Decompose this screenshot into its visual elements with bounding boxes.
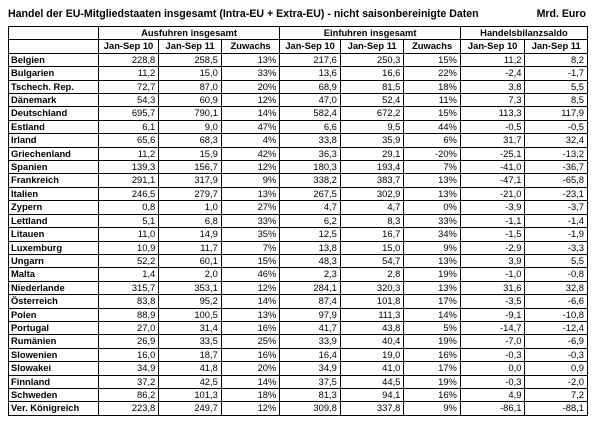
imports-2011-cell: 16,7 <box>340 228 404 241</box>
balance-2011-cell: 32,4 <box>525 134 588 147</box>
exports-growth-cell: 12% <box>221 161 280 174</box>
exports-growth-cell: 16% <box>221 321 280 334</box>
exports-2011-cell: 15,0 <box>159 67 222 80</box>
imports-2011-cell: 16,6 <box>340 67 404 80</box>
balance-2010-cell: 31,6 <box>460 281 525 294</box>
balance-2011-cell: 32,8 <box>525 281 588 294</box>
exports-growth-cell: 20% <box>221 80 280 93</box>
exports-growth-cell: 27% <box>221 201 280 214</box>
imports-2011-cell: 101,8 <box>340 295 404 308</box>
exports-2011-cell: 95,2 <box>159 295 222 308</box>
exports-2011-cell: 15,9 <box>159 147 222 160</box>
exports-2010-cell: 54,3 <box>98 94 159 107</box>
imports-2011-cell: 320,3 <box>340 281 404 294</box>
country-cell: Italien <box>9 187 99 200</box>
balance-2010-cell: 4,9 <box>460 388 525 401</box>
col-header: Zuwachs <box>404 40 460 53</box>
imports-2011-cell: 4,7 <box>340 201 404 214</box>
exports-2010-cell: 0,8 <box>98 201 159 214</box>
exports-2010-cell: 83,8 <box>98 295 159 308</box>
exports-2010-cell: 11,0 <box>98 228 159 241</box>
column-header-row <box>9 40 588 53</box>
exports-2011-cell: 60,1 <box>159 254 222 267</box>
imports-growth-cell: 19% <box>404 268 460 281</box>
exports-2011-cell: 317,9 <box>159 174 222 187</box>
table-body <box>9 53 588 415</box>
balance-2011-cell: -1,7 <box>525 67 588 80</box>
exports-2010-cell: 34,9 <box>98 362 159 375</box>
exports-2011-cell: 31,4 <box>159 321 222 334</box>
exports-2011-cell: 258,5 <box>159 53 222 66</box>
balance-2011-cell: -0,8 <box>525 268 588 281</box>
col-header: Zuwachs <box>221 40 280 53</box>
country-cell: Litauen <box>9 228 99 241</box>
balance-2011-cell: -0,5 <box>525 120 588 133</box>
exports-growth-cell: 18% <box>221 388 280 401</box>
table-row <box>9 80 588 93</box>
table-row <box>9 201 588 214</box>
balance-2011-cell: -23,1 <box>525 187 588 200</box>
imports-growth-cell: 11% <box>404 94 460 107</box>
imports-2010-cell: 41,7 <box>280 321 341 334</box>
table-row <box>9 147 588 160</box>
exports-2010-cell: 26,9 <box>98 335 159 348</box>
exports-2010-cell: 246,5 <box>98 187 159 200</box>
exports-2011-cell: 11,7 <box>159 241 222 254</box>
country-cell: Zypern <box>9 201 99 214</box>
balance-2011-cell: -0,3 <box>525 348 588 361</box>
exports-growth-cell: 12% <box>221 281 280 294</box>
country-cell: Malta <box>9 268 99 281</box>
balance-2010-cell: -7,0 <box>460 335 525 348</box>
balance-2011-cell: -3,7 <box>525 201 588 214</box>
imports-growth-cell: 13% <box>404 281 460 294</box>
exports-2010-cell: 72,7 <box>98 80 159 93</box>
exports-2010-cell: 695,7 <box>98 107 159 120</box>
imports-2011-cell: 35,9 <box>340 134 404 147</box>
country-cell: Slowenien <box>9 348 99 361</box>
exports-2011-cell: 279,7 <box>159 187 222 200</box>
table-row <box>9 402 588 415</box>
exports-growth-cell: 14% <box>221 375 280 388</box>
exports-2011-cell: 33,5 <box>159 335 222 348</box>
exports-2010-cell: 10,9 <box>98 241 159 254</box>
table-row <box>9 134 588 147</box>
balance-2011-cell: -6,6 <box>525 295 588 308</box>
exports-growth-cell: 12% <box>221 402 280 415</box>
country-cell: Estland <box>9 120 99 133</box>
table-row <box>9 228 588 241</box>
exports-growth-cell: 7% <box>221 241 280 254</box>
exports-2011-cell: 87,0 <box>159 80 222 93</box>
exports-2011-cell: 68,3 <box>159 134 222 147</box>
country-cell: Luxemburg <box>9 241 99 254</box>
imports-2010-cell: 4,7 <box>280 201 341 214</box>
imports-growth-cell: 34% <box>404 228 460 241</box>
imports-growth-cell: 44% <box>404 120 460 133</box>
imports-2011-cell: 672,2 <box>340 107 404 120</box>
balance-2010-cell: -47,1 <box>460 174 525 187</box>
balance-2010-cell: -1,5 <box>460 228 525 241</box>
imports-growth-cell: 9% <box>404 402 460 415</box>
exports-2010-cell: 5,1 <box>98 214 159 227</box>
exports-growth-cell: 33% <box>221 214 280 227</box>
table-row <box>9 241 588 254</box>
balance-2011-cell: -88,1 <box>525 402 588 415</box>
title-bar <box>8 8 586 24</box>
country-cell: Österreich <box>9 295 99 308</box>
exports-2010-cell: 11,2 <box>98 147 159 160</box>
table-row <box>9 375 588 388</box>
col-header: Jan-Sep 11 <box>159 40 222 53</box>
table-row <box>9 107 588 120</box>
imports-2010-cell: 2,3 <box>280 268 341 281</box>
exports-2010-cell: 37,2 <box>98 375 159 388</box>
balance-2010-cell: -2,9 <box>460 241 525 254</box>
balance-2010-cell: -0,3 <box>460 375 525 388</box>
exports-growth-cell: 14% <box>221 107 280 120</box>
exports-growth-cell: 42% <box>221 147 280 160</box>
balance-2010-cell: 3,8 <box>460 80 525 93</box>
imports-2011-cell: 9,5 <box>340 120 404 133</box>
table-title: Handel der EU-Mitgliedstaaten insgesamt (Intra-EU + Extra-EU) - nicht saisonbereinigte Daten <box>8 8 479 20</box>
corner-cell <box>9 27 99 40</box>
exports-2010-cell: 86,2 <box>98 388 159 401</box>
country-cell: Ungarn <box>9 254 99 267</box>
imports-2010-cell: 217,6 <box>280 53 341 66</box>
balance-2010-cell: 11,2 <box>460 53 525 66</box>
table-row <box>9 308 588 321</box>
imports-2010-cell: 37,5 <box>280 375 341 388</box>
exports-growth-cell: 15% <box>221 254 280 267</box>
table-row <box>9 268 588 281</box>
imports-growth-cell: 6% <box>404 134 460 147</box>
exports-2011-cell: 14,9 <box>159 228 222 241</box>
imports-2010-cell: 33,8 <box>280 134 341 147</box>
exports-2011-cell: 1,0 <box>159 201 222 214</box>
balance-2011-cell: 7,2 <box>525 388 588 401</box>
exports-growth-cell: 13% <box>221 308 280 321</box>
imports-2011-cell: 44,5 <box>340 375 404 388</box>
table-row <box>9 53 588 66</box>
table-row <box>9 321 588 334</box>
imports-2011-cell: 94,1 <box>340 388 404 401</box>
imports-2010-cell: 6,6 <box>280 120 341 133</box>
imports-2010-cell: 47,0 <box>280 94 341 107</box>
table-row <box>9 120 588 133</box>
country-cell: Lettland <box>9 214 99 227</box>
balance-2010-cell: -3,9 <box>460 201 525 214</box>
exports-2011-cell: 156,7 <box>159 161 222 174</box>
imports-2011-cell: 41,0 <box>340 362 404 375</box>
imports-2011-cell: 43,8 <box>340 321 404 334</box>
exports-growth-cell: 25% <box>221 335 280 348</box>
balance-2011-cell: -1,9 <box>525 228 588 241</box>
imports-2010-cell: 33,9 <box>280 335 341 348</box>
imports-growth-cell: 22% <box>404 67 460 80</box>
exports-growth-cell: 4% <box>221 134 280 147</box>
imports-2010-cell: 284,1 <box>280 281 341 294</box>
imports-growth-cell: 14% <box>404 308 460 321</box>
imports-2010-cell: 13,8 <box>280 241 341 254</box>
exports-2010-cell: 65,6 <box>98 134 159 147</box>
balance-2010-cell: 113,3 <box>460 107 525 120</box>
balance-2011-cell: 117,9 <box>525 107 588 120</box>
exports-2010-cell: 16,0 <box>98 348 159 361</box>
exports-2010-cell: 228,8 <box>98 53 159 66</box>
balance-2011-cell: -65,8 <box>525 174 588 187</box>
table-row <box>9 187 588 200</box>
imports-growth-cell: 15% <box>404 53 460 66</box>
imports-2010-cell: 338,2 <box>280 174 341 187</box>
country-cell: Irland <box>9 134 99 147</box>
balance-2010-cell: -25,1 <box>460 147 525 160</box>
balance-2010-cell: -2,4 <box>460 67 525 80</box>
country-cell: Griechenland <box>9 147 99 160</box>
col-header: Jan-Sep 10 <box>98 40 159 53</box>
exports-2010-cell: 1,4 <box>98 268 159 281</box>
exports-2011-cell: 42,5 <box>159 375 222 388</box>
balance-2010-cell: 7,3 <box>460 94 525 107</box>
exports-2010-cell: 11,2 <box>98 67 159 80</box>
exports-growth-cell: 12% <box>221 94 280 107</box>
balance-2010-cell: -1,1 <box>460 214 525 227</box>
country-cell: Schweden <box>9 388 99 401</box>
imports-2011-cell: 40,4 <box>340 335 404 348</box>
exports-growth-cell: 9% <box>221 174 280 187</box>
imports-2010-cell: 582,4 <box>280 107 341 120</box>
imports-growth-cell: 0% <box>404 201 460 214</box>
exports-growth-cell: 13% <box>221 53 280 66</box>
balance-2011-cell: -10,8 <box>525 308 588 321</box>
country-cell: Niederlande <box>9 281 99 294</box>
table-header <box>9 27 588 54</box>
imports-growth-cell: 19% <box>404 335 460 348</box>
balance-2011-cell: -2,0 <box>525 375 588 388</box>
imports-2011-cell: 81,5 <box>340 80 404 93</box>
exports-2011-cell: 249,7 <box>159 402 222 415</box>
imports-2011-cell: 29,1 <box>340 147 404 160</box>
country-cell: Deutschland <box>9 107 99 120</box>
imports-2010-cell: 87,4 <box>280 295 341 308</box>
exports-2011-cell: 41,8 <box>159 362 222 375</box>
imports-2010-cell: 12,5 <box>280 228 341 241</box>
country-cell: Bulgarien <box>9 67 99 80</box>
exports-2010-cell: 6,1 <box>98 120 159 133</box>
imports-growth-cell: 13% <box>404 254 460 267</box>
imports-group-header: Einfuhren insgesamt <box>280 27 461 40</box>
balance-2010-cell: -3,5 <box>460 295 525 308</box>
imports-growth-cell: -20% <box>404 147 460 160</box>
imports-growth-cell: 9% <box>404 241 460 254</box>
imports-2010-cell: 48,3 <box>280 254 341 267</box>
balance-2010-cell: 3,9 <box>460 254 525 267</box>
country-cell: Polen <box>9 308 99 321</box>
exports-growth-cell: 46% <box>221 268 280 281</box>
imports-2010-cell: 309,8 <box>280 402 341 415</box>
col-header: Jan-Sep 10 <box>460 40 525 53</box>
country-cell: Slowakei <box>9 362 99 375</box>
table-row <box>9 94 588 107</box>
imports-growth-cell: 18% <box>404 80 460 93</box>
exports-2010-cell: 315,7 <box>98 281 159 294</box>
balance-2011-cell: 8,2 <box>525 53 588 66</box>
imports-growth-cell: 13% <box>404 174 460 187</box>
balance-group-header: Handelsbilanzsaldo <box>460 27 587 40</box>
balance-2011-cell: -3,3 <box>525 241 588 254</box>
imports-2010-cell: 36,3 <box>280 147 341 160</box>
imports-growth-cell: 5% <box>404 321 460 334</box>
exports-2010-cell: 139,3 <box>98 161 159 174</box>
imports-growth-cell: 15% <box>404 107 460 120</box>
balance-2011-cell: -36,7 <box>525 161 588 174</box>
balance-2010-cell: -0,3 <box>460 348 525 361</box>
imports-2010-cell: 68,9 <box>280 80 341 93</box>
imports-growth-cell: 16% <box>404 348 460 361</box>
balance-2010-cell: -1,0 <box>460 268 525 281</box>
col-header: Jan-Sep 11 <box>525 40 588 53</box>
imports-growth-cell: 17% <box>404 362 460 375</box>
balance-2010-cell: -41,0 <box>460 161 525 174</box>
balance-2011-cell: 0,9 <box>525 362 588 375</box>
exports-growth-cell: 47% <box>221 120 280 133</box>
imports-2011-cell: 2,8 <box>340 268 404 281</box>
exports-growth-cell: 35% <box>221 228 280 241</box>
balance-2011-cell: 8,5 <box>525 94 588 107</box>
balance-2011-cell: -12,4 <box>525 321 588 334</box>
imports-2011-cell: 52,4 <box>340 94 404 107</box>
imports-growth-cell: 17% <box>404 295 460 308</box>
balance-2010-cell: -21,0 <box>460 187 525 200</box>
balance-2011-cell: -1,4 <box>525 214 588 227</box>
balance-2010-cell: -14,7 <box>460 321 525 334</box>
table-row <box>9 254 588 267</box>
balance-2010-cell: 31,7 <box>460 134 525 147</box>
imports-2011-cell: 19,0 <box>340 348 404 361</box>
balance-2011-cell: -6,9 <box>525 335 588 348</box>
exports-2011-cell: 790,1 <box>159 107 222 120</box>
imports-2010-cell: 34,9 <box>280 362 341 375</box>
country-header-cell <box>9 40 99 53</box>
imports-2011-cell: 250,3 <box>340 53 404 66</box>
imports-2010-cell: 13,6 <box>280 67 341 80</box>
table-row <box>9 388 588 401</box>
imports-2010-cell: 81,3 <box>280 388 341 401</box>
imports-2011-cell: 8,3 <box>340 214 404 227</box>
country-cell: Belgien <box>9 53 99 66</box>
imports-2011-cell: 111,3 <box>340 308 404 321</box>
exports-2010-cell: 52,2 <box>98 254 159 267</box>
table-row <box>9 335 588 348</box>
balance-2011-cell: -13,2 <box>525 147 588 160</box>
imports-2011-cell: 54,7 <box>340 254 404 267</box>
exports-group-header: Ausfuhren insgesamt <box>98 27 280 40</box>
exports-growth-cell: 16% <box>221 348 280 361</box>
country-cell: Spanien <box>9 161 99 174</box>
exports-2011-cell: 18,7 <box>159 348 222 361</box>
imports-growth-cell: 19% <box>404 375 460 388</box>
country-cell: Tschech. Rep. <box>9 80 99 93</box>
imports-2011-cell: 302,9 <box>340 187 404 200</box>
exports-growth-cell: 33% <box>221 67 280 80</box>
trade-table <box>8 26 588 416</box>
imports-2010-cell: 97,9 <box>280 308 341 321</box>
table-row <box>9 281 588 294</box>
table-row <box>9 362 588 375</box>
balance-2011-cell: 5,5 <box>525 80 588 93</box>
imports-2011-cell: 193,4 <box>340 161 404 174</box>
exports-growth-cell: 20% <box>221 362 280 375</box>
exports-2011-cell: 101,3 <box>159 388 222 401</box>
table-row <box>9 67 588 80</box>
exports-2010-cell: 291,1 <box>98 174 159 187</box>
country-cell: Portugal <box>9 321 99 334</box>
exports-2011-cell: 60,9 <box>159 94 222 107</box>
exports-2010-cell: 223,8 <box>98 402 159 415</box>
col-header: Jan-Sep 11 <box>340 40 404 53</box>
imports-growth-cell: 7% <box>404 161 460 174</box>
group-header-row <box>9 27 588 40</box>
imports-growth-cell: 33% <box>404 214 460 227</box>
country-cell: Frankreich <box>9 174 99 187</box>
imports-2011-cell: 383,7 <box>340 174 404 187</box>
exports-2011-cell: 9,0 <box>159 120 222 133</box>
exports-2010-cell: 27,0 <box>98 321 159 334</box>
balance-2010-cell: -0,5 <box>460 120 525 133</box>
exports-2011-cell: 100,5 <box>159 308 222 321</box>
imports-2010-cell: 16,4 <box>280 348 341 361</box>
country-cell: Dänemark <box>9 94 99 107</box>
exports-2011-cell: 2,0 <box>159 268 222 281</box>
country-cell: Ver. Königreich <box>9 402 99 415</box>
imports-2011-cell: 15,0 <box>340 241 404 254</box>
table-row <box>9 348 588 361</box>
table-row <box>9 161 588 174</box>
exports-2011-cell: 353,1 <box>159 281 222 294</box>
table-row <box>9 174 588 187</box>
exports-2010-cell: 88,9 <box>98 308 159 321</box>
balance-2010-cell: 0,0 <box>460 362 525 375</box>
col-header: Jan-Sep 10 <box>280 40 341 53</box>
balance-2011-cell: 5,5 <box>525 254 588 267</box>
country-cell: Finnland <box>9 375 99 388</box>
imports-growth-cell: 13% <box>404 187 460 200</box>
exports-growth-cell: 13% <box>221 187 280 200</box>
imports-growth-cell: 16% <box>404 388 460 401</box>
exports-2011-cell: 6,8 <box>159 214 222 227</box>
imports-2011-cell: 337,8 <box>340 402 404 415</box>
balance-2010-cell: -86,1 <box>460 402 525 415</box>
table-row <box>9 214 588 227</box>
country-cell: Rumänien <box>9 335 99 348</box>
unit-label: Mrd. Euro <box>536 8 586 20</box>
balance-2010-cell: -9,1 <box>460 308 525 321</box>
imports-2010-cell: 267,5 <box>280 187 341 200</box>
imports-2010-cell: 6,2 <box>280 214 341 227</box>
table-row <box>9 295 588 308</box>
exports-growth-cell: 14% <box>221 295 280 308</box>
imports-2010-cell: 180,3 <box>280 161 341 174</box>
